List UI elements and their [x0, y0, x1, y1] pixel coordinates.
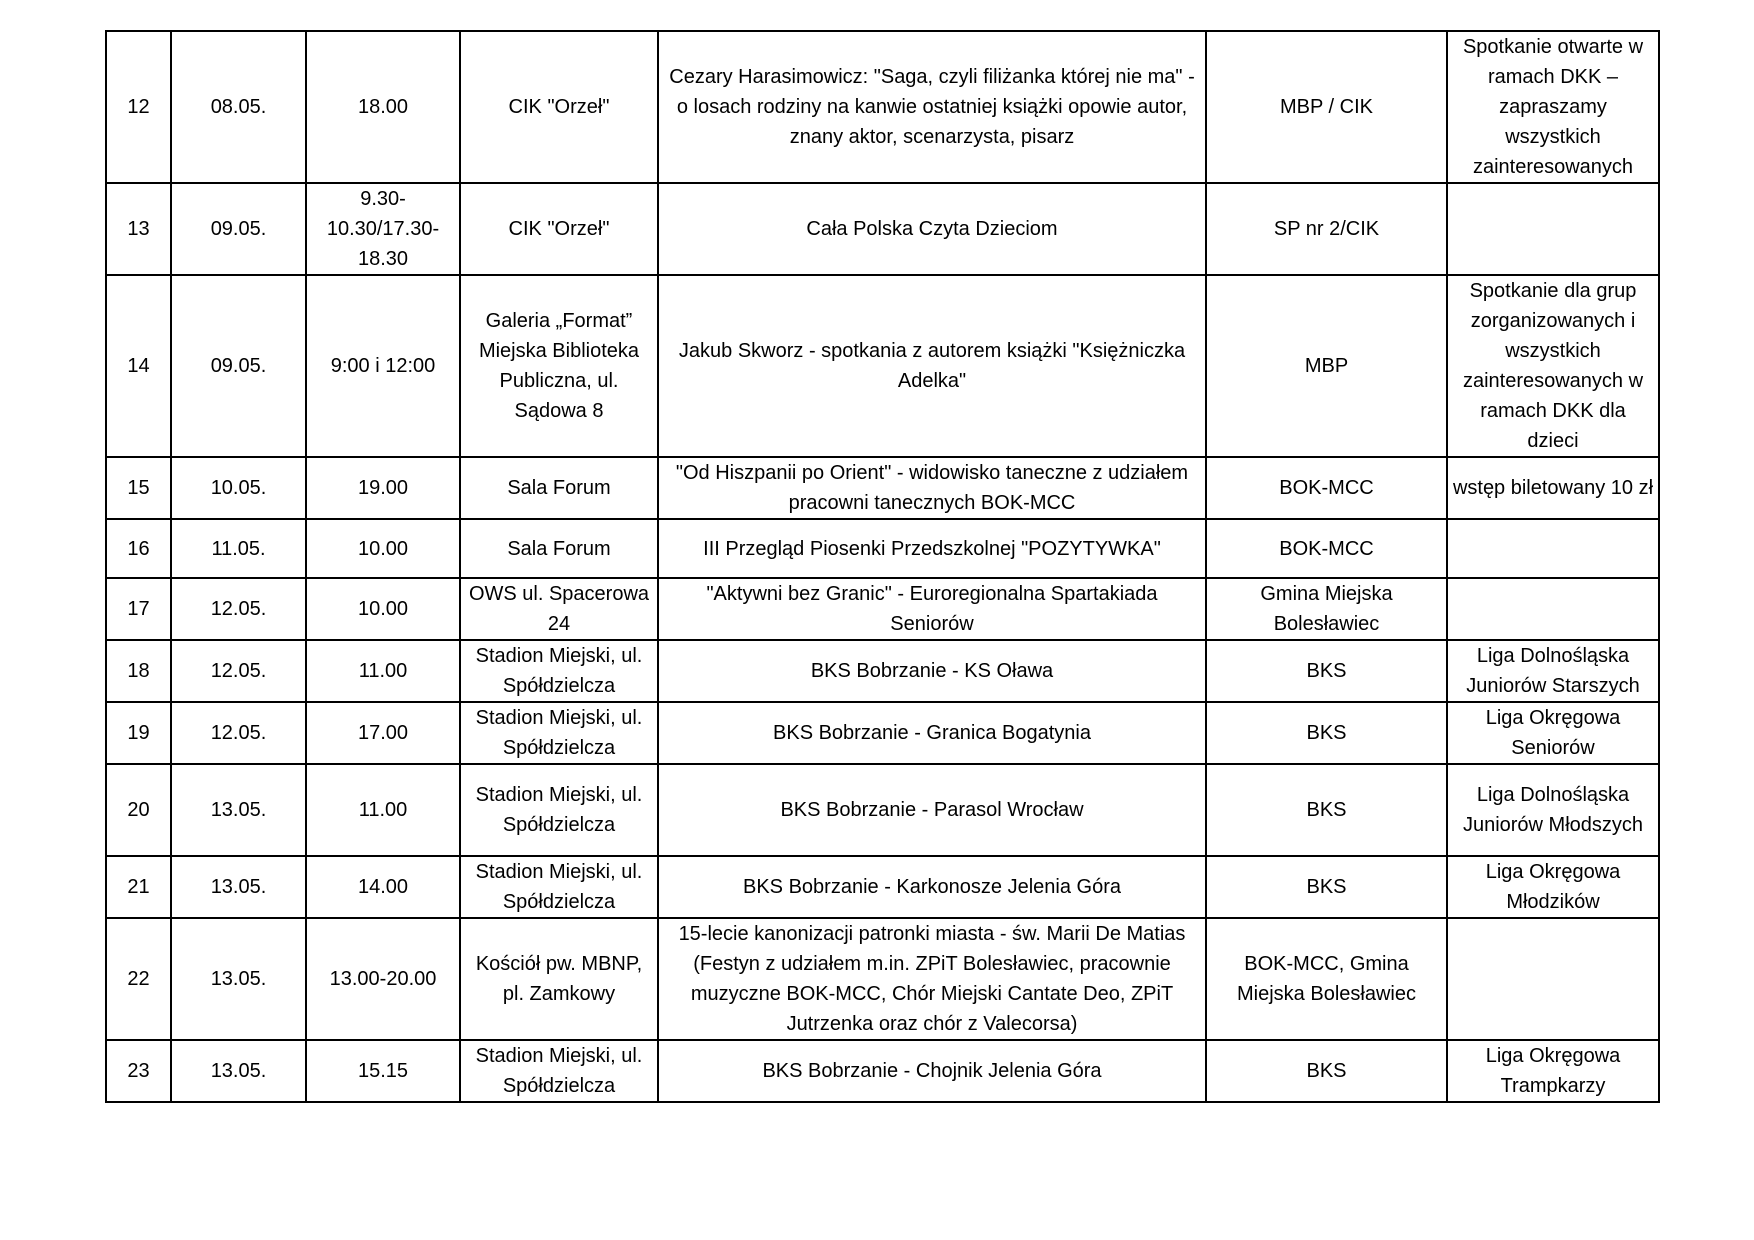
cell-event: BKS Bobrzanie - KS Oława — [658, 640, 1206, 702]
cell-organizer: SP nr 2/CIK — [1206, 183, 1447, 275]
cell-place: Stadion Miejski, ul. Spółdzielcza — [460, 640, 658, 702]
cell-time: 13.00-20.00 — [306, 918, 460, 1040]
cell-time: 19.00 — [306, 457, 460, 519]
cell-date: 09.05. — [171, 183, 306, 275]
cell-event: III Przegląd Piosenki Przedszkolnej "POZYTYWKA" — [658, 519, 1206, 578]
table-row — [106, 856, 1659, 918]
cell-place: Sala Forum — [460, 519, 658, 578]
cell-organizer: BKS — [1206, 640, 1447, 702]
cell-organizer: BOK-MCC, Gmina Miejska Bolesławiec — [1206, 918, 1447, 1040]
cell-date: 09.05. — [171, 275, 306, 457]
cell-place: Stadion Miejski, ul. Spółdzielcza — [460, 764, 658, 856]
cell-event: "Aktywni bez Granic" - Euroregionalna Spartakiada Seniorów — [658, 578, 1206, 640]
cell-time: 11.00 — [306, 764, 460, 856]
cell-time: 10.00 — [306, 519, 460, 578]
table-row — [106, 578, 1659, 640]
cell-organizer: Gmina Miejska Bolesławiec — [1206, 578, 1447, 640]
cell-date: 11.05. — [171, 519, 306, 578]
cell-nr: 23 — [106, 1040, 171, 1102]
cell-event: Jakub Skworz - spotkania z autorem książki "Księżniczka Adelka" — [658, 275, 1206, 457]
table-row — [106, 275, 1659, 457]
cell-time: 9.30-10.30/17.30-18.30 — [306, 183, 460, 275]
cell-nr: 14 — [106, 275, 171, 457]
cell-notes: Liga Dolnośląska Juniorów Starszych — [1447, 640, 1659, 702]
cell-nr: 13 — [106, 183, 171, 275]
cell-notes — [1447, 578, 1659, 640]
cell-event: BKS Bobrzanie - Granica Bogatynia — [658, 702, 1206, 764]
cell-time: 10.00 — [306, 578, 460, 640]
cell-event: Cezary Harasimowicz: "Saga, czyli filiżanka której nie ma" - o losach rodziny na kanwie ostatniej książki opowie autor, znany aktor, scenarzysta, pisarz — [658, 31, 1206, 183]
cell-date: 12.05. — [171, 578, 306, 640]
cell-nr: 17 — [106, 578, 171, 640]
cell-date: 13.05. — [171, 764, 306, 856]
cell-event: 15-lecie kanonizacji patronki miasta - św. Marii De Matias (Festyn z udziałem m.in. ZPiT Bolesławiec, pracownie muzyczne BOK-MCC, Chór Miejski Cantate Deo, ZPiT Jutrzenka oraz chór z Valecorsa) — [658, 918, 1206, 1040]
cell-place: Sala Forum — [460, 457, 658, 519]
cell-date: 10.05. — [171, 457, 306, 519]
cell-time: 15.15 — [306, 1040, 460, 1102]
table-row — [106, 519, 1659, 578]
cell-notes — [1447, 519, 1659, 578]
cell-place: OWS ul. Spacerowa 24 — [460, 578, 658, 640]
cell-nr: 16 — [106, 519, 171, 578]
cell-nr: 15 — [106, 457, 171, 519]
cell-nr: 12 — [106, 31, 171, 183]
cell-time: 11.00 — [306, 640, 460, 702]
cell-notes: Liga Okręgowa Młodzików — [1447, 856, 1659, 918]
cell-organizer: BKS — [1206, 702, 1447, 764]
cell-nr: 18 — [106, 640, 171, 702]
events-table-body — [106, 31, 1659, 1102]
table-row — [106, 702, 1659, 764]
cell-organizer: BOK-MCC — [1206, 457, 1447, 519]
cell-time: 14.00 — [306, 856, 460, 918]
cell-place: Stadion Miejski, ul. Spółdzielcza — [460, 702, 658, 764]
cell-date: 12.05. — [171, 640, 306, 702]
cell-time: 17.00 — [306, 702, 460, 764]
cell-date: 13.05. — [171, 1040, 306, 1102]
table-row — [106, 764, 1659, 856]
table-row — [106, 640, 1659, 702]
cell-notes: Liga Okręgowa Trampkarzy — [1447, 1040, 1659, 1102]
cell-event: BKS Bobrzanie - Parasol Wrocław — [658, 764, 1206, 856]
cell-organizer: MBP / CIK — [1206, 31, 1447, 183]
cell-event: BKS Bobrzanie - Karkonosze Jelenia Góra — [658, 856, 1206, 918]
table-row — [106, 183, 1659, 275]
cell-date: 12.05. — [171, 702, 306, 764]
cell-organizer: BKS — [1206, 764, 1447, 856]
cell-organizer: MBP — [1206, 275, 1447, 457]
cell-place: Stadion Miejski, ul. Spółdzielcza — [460, 856, 658, 918]
cell-notes — [1447, 918, 1659, 1040]
cell-date: 13.05. — [171, 856, 306, 918]
cell-date: 08.05. — [171, 31, 306, 183]
cell-organizer: BOK-MCC — [1206, 519, 1447, 578]
table-row — [106, 1040, 1659, 1102]
table-row — [106, 457, 1659, 519]
cell-notes: Liga Dolnośląska Juniorów Młodszych — [1447, 764, 1659, 856]
cell-time: 9:00 i 12:00 — [306, 275, 460, 457]
cell-notes: Spotkanie dla grup zorganizowanych i wszystkich zainteresowanych w ramach DKK dla dzieci — [1447, 275, 1659, 457]
cell-place: Galeria „Format” Miejska Biblioteka Publiczna, ul. Sądowa 8 — [460, 275, 658, 457]
table-row — [106, 918, 1659, 1040]
cell-notes — [1447, 183, 1659, 275]
cell-notes: Liga Okręgowa Seniorów — [1447, 702, 1659, 764]
cell-nr: 21 — [106, 856, 171, 918]
cell-place: CIK "Orzeł" — [460, 31, 658, 183]
events-table — [105, 30, 1660, 1103]
cell-nr: 19 — [106, 702, 171, 764]
cell-nr: 20 — [106, 764, 171, 856]
cell-notes: Spotkanie otwarte w ramach DKK – zapraszamy wszystkich zainteresowanych — [1447, 31, 1659, 183]
cell-place: CIK "Orzeł" — [460, 183, 658, 275]
cell-notes: wstęp biletowany 10 zł — [1447, 457, 1659, 519]
cell-nr: 22 — [106, 918, 171, 1040]
cell-organizer: BKS — [1206, 856, 1447, 918]
cell-organizer: BKS — [1206, 1040, 1447, 1102]
cell-event: "Od Hiszpanii po Orient" - widowisko taneczne z udziałem pracowni tanecznych BOK-MCC — [658, 457, 1206, 519]
table-row — [106, 31, 1659, 183]
cell-event: Cała Polska Czyta Dzieciom — [658, 183, 1206, 275]
cell-date: 13.05. — [171, 918, 306, 1040]
cell-event: BKS Bobrzanie - Chojnik Jelenia Góra — [658, 1040, 1206, 1102]
cell-place: Kościół pw. MBNP, pl. Zamkowy — [460, 918, 658, 1040]
cell-time: 18.00 — [306, 31, 460, 183]
cell-place: Stadion Miejski, ul. Spółdzielcza — [460, 1040, 658, 1102]
